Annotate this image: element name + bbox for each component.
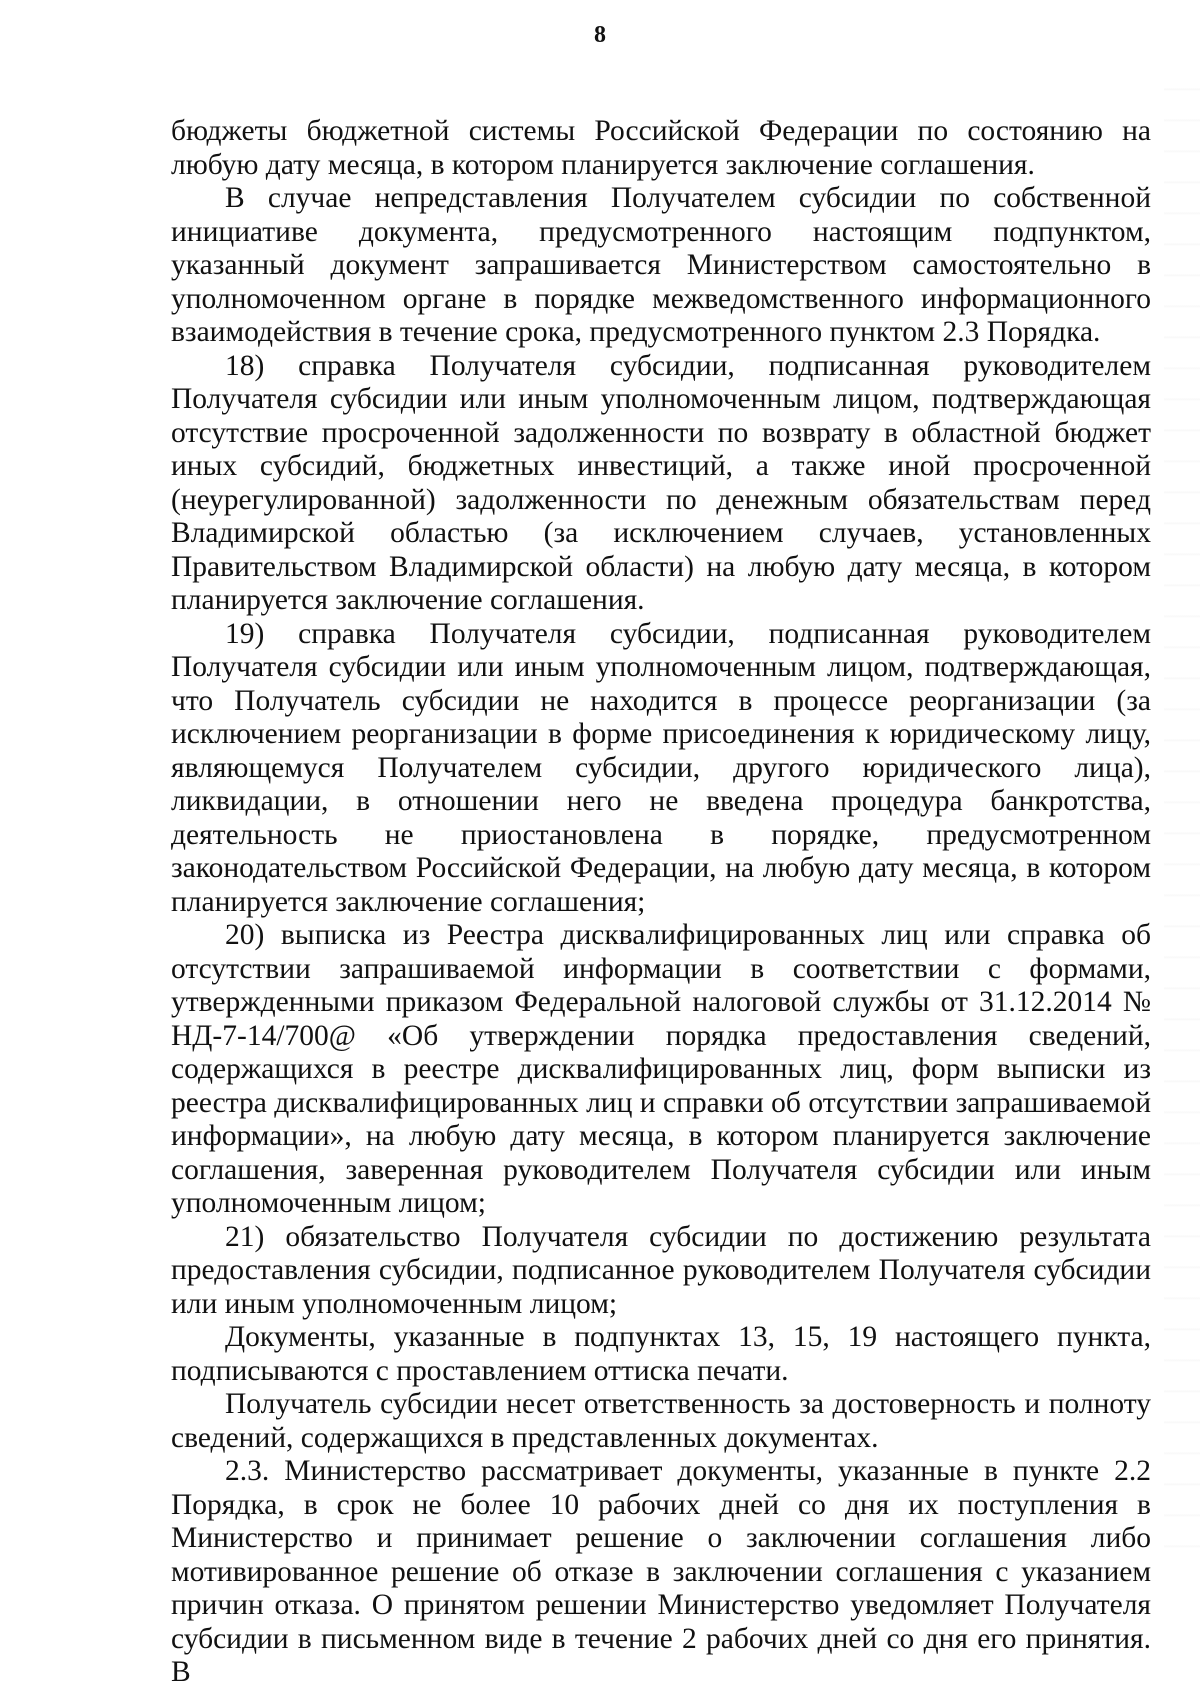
page-number: 8 bbox=[594, 22, 606, 48]
paragraph-continuation: бюджеты бюджетной системы Российской Федерации по состоянию на любую дату месяца, в котором планируется заключение соглашения. bbox=[171, 115, 1151, 181]
paragraph-item-19: 19) справка Получателя субсидии, подписанная руководителем Получателя субсидии или иным уполномоченным лицом, подтверждающая, что Получатель субсидии не находится в процессе реорганизации (за исключением реорганизации в форме присоединения к юридическому лицу, являющемуся Получателем субсидии, другого юридического лица), ликвидации, в отношении него не введена процедура банкротства, деятельность не приостановлена в порядке, предусмотренном законодательством Российской Федерации, на любую дату месяца, в котором планируется заключение соглашения; bbox=[171, 617, 1151, 918]
scan-margin-noise bbox=[1164, 60, 1200, 1560]
paragraph-responsibility: Получатель субсидии несет ответственность за достоверность и полноту сведений, содержащихся в представленных документах. bbox=[171, 1388, 1151, 1454]
paragraph-item-20: 20) выписка из Реестра дисквалифицированных лиц или справка об отсутствии запрашиваемой информации в соответствии с формами, утвержденными приказом Федеральной налоговой службы от 31.12.2014 № НД-7-14/700@ «Об утверждении порядка предоставления сведений, содержащихся в реестре дисквалифицированных лиц, форм выписки из реестра дисквалифицированных лиц и справки об отсутствии запрашиваемой информации», на любую дату месяца, в котором планируется заключение соглашения, заверенная руководителем Получателя субсидии или иным уполномоченным лицом; bbox=[171, 919, 1151, 1219]
paragraph-stamp-note: Документы, указанные в подпунктах 13, 15, 19 настоящего пункта, подписываются с проставлением оттиска печати. bbox=[171, 1321, 1151, 1387]
paragraph-item-21: 21) обязательство Получателя субсидии по достижению результата предоставления субсидии, подписанное руководителем Получателя субсидии или иным уполномоченным лицом; bbox=[171, 1220, 1151, 1320]
document-body bbox=[171, 115, 1151, 1690]
paragraph-item-18: 18) справка Получателя субсидии, подписанная руководителем Получателя субсидии или иным уполномоченным лицом, подтверждающая отсутствие просроченной задолженности по возврату в областной бюджет иных субсидий, бюджетных инвестиций, а также иной просроченной (неурегулированной) задолженности по денежным обязательствам перед Владимирской областью (за исключением случаев, установленных Правительством Владимирской области) на любую дату месяца, в котором планируется заключение соглашения. bbox=[171, 349, 1151, 616]
paragraph-section-2-3: 2.3. Министерство рассматривает документы, указанные в пункте 2.2 Порядка, в срок не более 10 рабочих дней со дня их поступления в Министерство и принимает решение о заключении соглашения либо мотивированное решение об отказе в заключении соглашения с указанием причин отказа. О принятом решении Министерство уведомляет Получателя субсидии в письменном виде в течение 2 рабочих дней со дня его принятия. В bbox=[171, 1455, 1151, 1688]
paragraph-request-note: В случае непредставления Получателем субсидии по собственной инициативе документа, предусмотренного настоящим подпунктом, указанный документ запрашивается Министерством самостоятельно в уполномоченном органе в порядке межведомственного информационного взаимодействия в течение срока, предусмотренного пунктом 2.3 Порядка. bbox=[171, 182, 1151, 348]
